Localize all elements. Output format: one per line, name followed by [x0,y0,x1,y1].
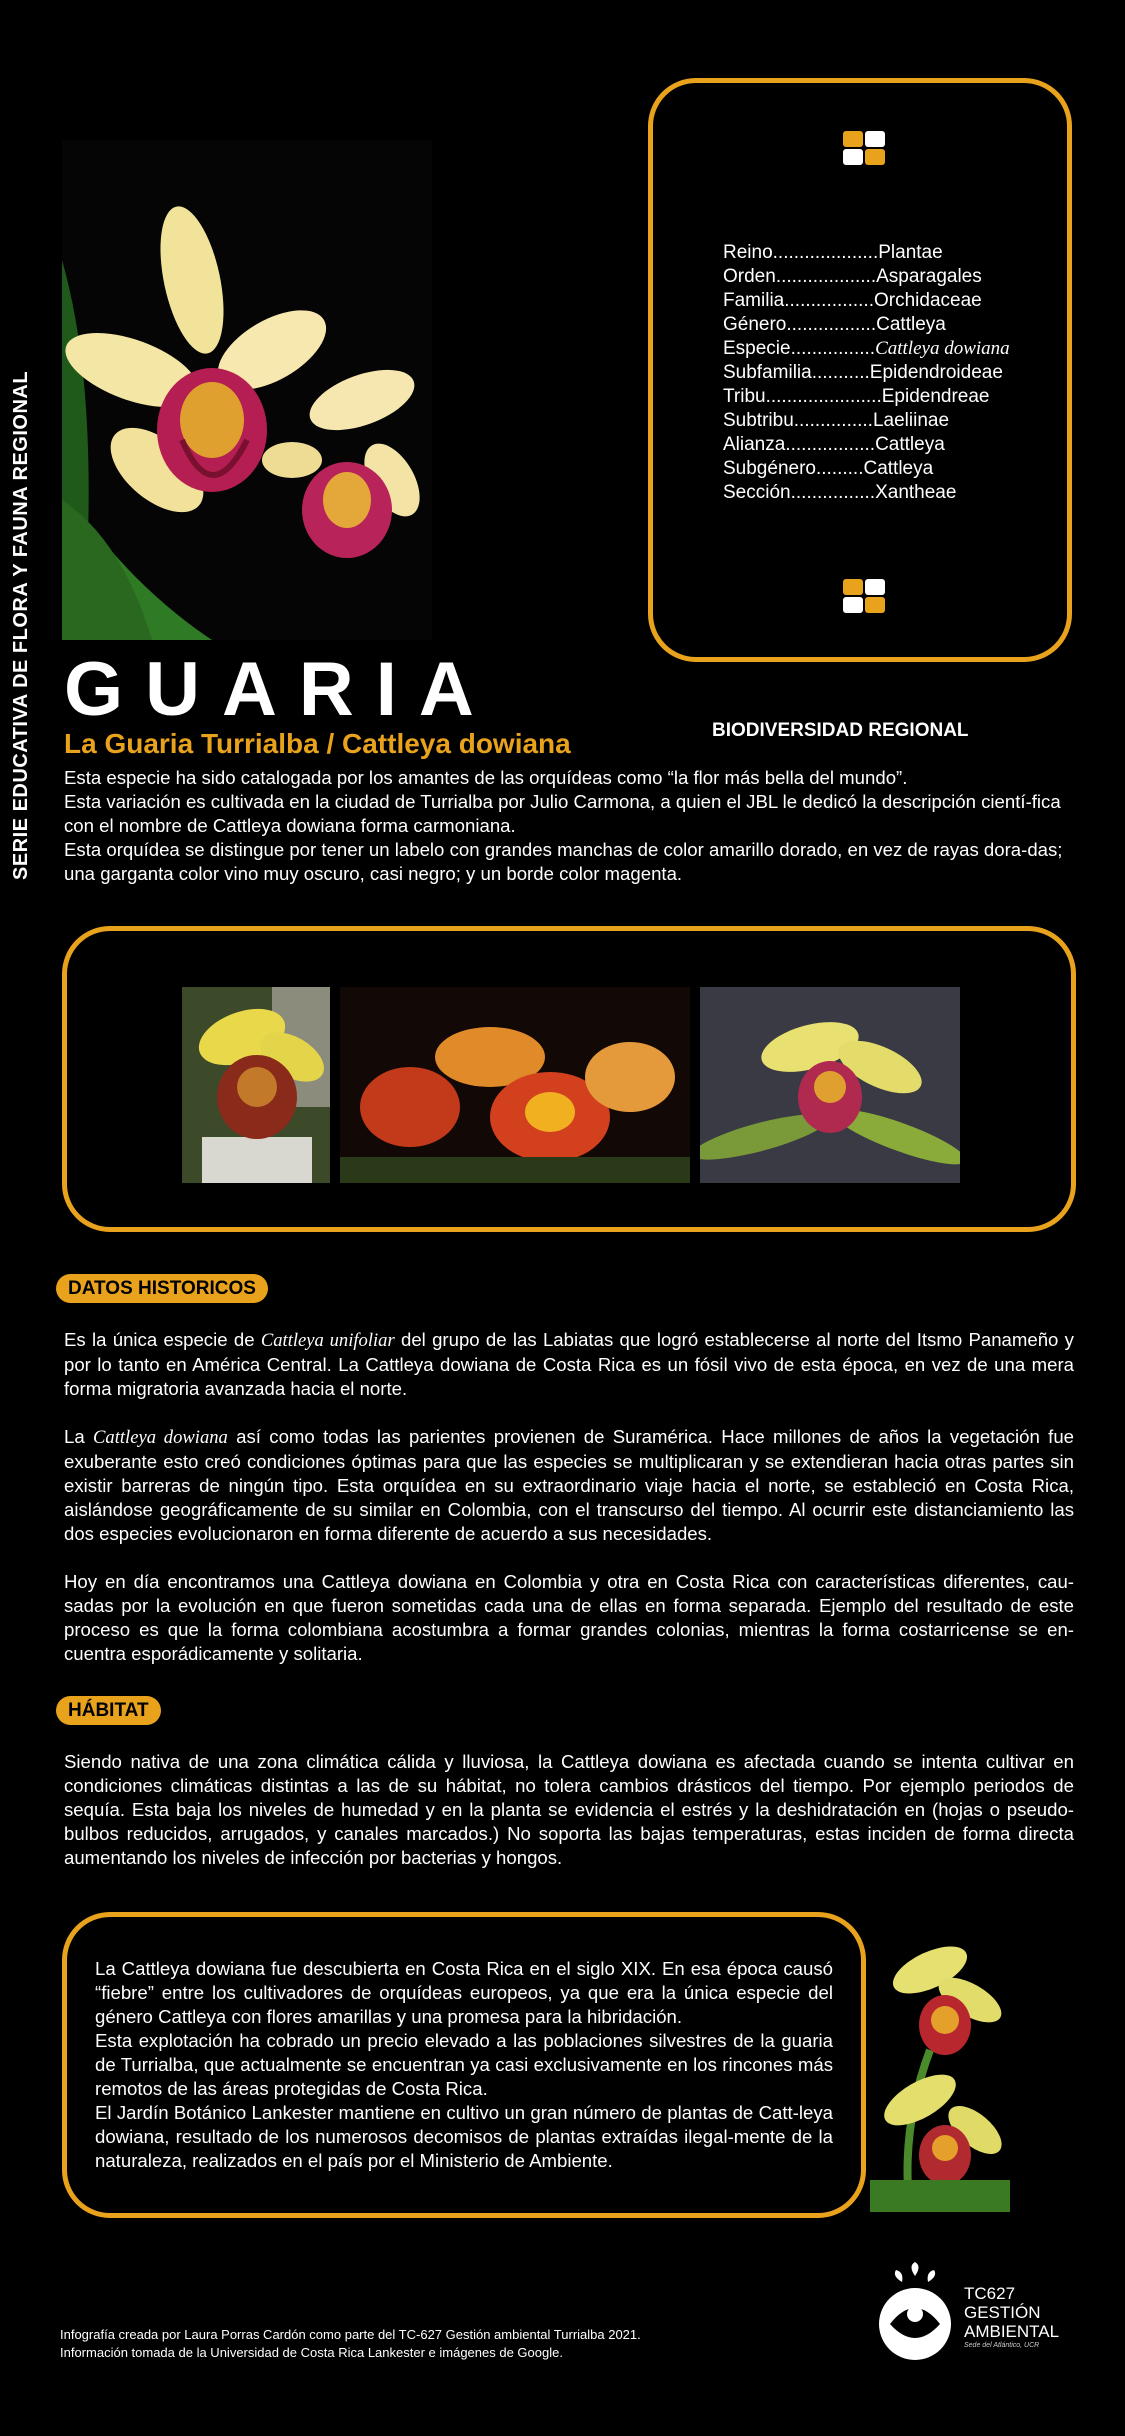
taxonomy-row [723,289,1010,313]
squares-icon-bottom [843,579,887,615]
taxonomy-dots: ......... [815,458,864,479]
taxonomy-dots: ................. [786,314,877,335]
taxonomy-rank: Sección [723,482,791,503]
tc627-logo-icon [870,2262,960,2362]
taxonomy-dots: ................ [790,482,876,503]
historicos-heading-badge [56,1278,268,1300]
taxonomy-row [723,481,1010,505]
taxonomy-value: Orchidaceae [873,290,982,311]
gallery-photo-2 [340,987,690,1183]
discovery-line-1: La Cattleya dowiana fue descubierta en Costa Rica en el siglo XIX. En esa época causó “fiebre” entre los cultivadores de orquídeas europeos, ya que era la única especie del género Cattleya con flores amarillas y una promesa para la hibridación. [95,1958,833,2027]
taxonomy-rank: Subfamilia [723,362,812,383]
discovery-orchid-image [870,1930,1010,2212]
taxonomy-panel [648,78,1072,662]
habitat-paragraph-1: Siendo nativa de una zona climática cálida y lluviosa, la Cattleya dowiana es afectada cuando se intenta cultivar en condiciones climáticas distintas a las de su hábitat, no tolera cambios drásticos del tiempo. Por ejemplo periodos de sequía. Esta baja los niveles de humedad y en la planta se evidencia el estrés y la deshidratación en (hojas o pseudo-bulbos reducidos, arrugados, y canales marcados.) No soporta las bajas temperaturas, estas inciden de forma directa aumentando los niveles de infección por bacterias y hongos. [64,1751,1074,1868]
page-title: GUARIA [64,647,496,732]
historicos-text [64,1328,1074,1690]
taxonomy-row [723,385,1010,409]
taxonomy-rank: Especie [723,338,791,359]
taxonomy-value: Cattleya [876,314,946,335]
habitat-text [64,1750,1074,1894]
taxonomy-row [723,337,1010,361]
taxonomy-rank: Tribu [723,386,766,407]
historicos-paragraph-1 [64,1328,1074,1401]
logo-line-4: Sede del Atlántico, UCR [964,2342,1040,2349]
taxonomy-row [723,361,1010,385]
taxonomy-dots: ........... [811,362,870,383]
taxonomy-row [723,457,1010,481]
logo-line-1: TC627 [964,2284,1016,2303]
gallery-photo-3 [700,987,960,1183]
discovery-panel [62,1912,866,2218]
taxonomy-value: Xantheae [875,482,957,503]
squares-icon-top [843,131,887,167]
side-series-label [10,370,50,920]
logo-line-2: GESTIÓN [964,2303,1041,2322]
taxonomy-value: Epidendreae [881,386,990,407]
intro-line-2: Esta variación es cultivada en la ciudad de Turrialba por Julio Carmona, a quien el JBL le dedicó la descripción cientí-fica con el nombre de Cattleya dowiana forma carmoniana. [64,791,1061,836]
page-subtitle: La Guaria Turrialba / Cattleya dowiana [64,728,571,759]
taxonomy-value: Cattleya dowiana [875,338,1010,359]
taxonomy-rank: Alianza [723,434,786,455]
taxonomy-dots: ...................... [765,386,882,407]
discovery-line-2: Esta explotación ha cobrado un precio elevado a las poblaciones silvestres de la guaria de Turrialba, que actualmente se encuentran ya casi exclusivamente en los rincones más remotos de las áreas protegidas de Costa Rica. [95,2030,833,2099]
taxonomy-dots: .................... [772,242,879,263]
taxonomy-rank: Género [723,314,787,335]
taxonomy-row [723,265,1010,289]
taxonomy-row [723,409,1010,433]
taxonomy-list [723,241,1010,505]
taxonomy-value: Asparagales [876,266,982,287]
historicos-p2-a: La [64,1426,93,1447]
historicos-paragraph-3: Hoy en día encontramos una Cattleya dowiana en Colombia y otra en Costa Rica con características diferentes, cau-sadas por la evolución en que fueron sometidas cada una de ellas en forma separada. Ejemplo del resultado de este proceso es que la forma colombiana acostumbra a formar grandes colonias, mientras la forma costarricense se en-cuentra esporádicamente y solitaria. [64,1571,1074,1664]
taxonomy-value: Laeliinae [872,410,950,431]
historicos-paragraph-2 [64,1425,1074,1546]
historicos-p1-b: del grupo de las Labiatas que logró establecerse al norte del Itsmo Panameño y por lo tanto en América Central. La Cattleya dowiana de Costa Rica es un fósil vivo de esta época, en vez de una mera forma migratoria avanzada hacia el norte. [64,1329,1074,1399]
taxonomy-value: Cattleya [875,434,945,455]
orchid-gallery-panel [62,926,1076,1232]
gallery-photo-1 [182,987,330,1183]
taxonomy-value: Epidendroideae [869,362,1003,383]
footer-credits [60,2326,641,2362]
intro-text [64,766,1074,886]
taxonomy-dots: ................ [790,338,876,359]
taxonomy-value: Plantae [878,242,943,263]
logo-line-3: AMBIENTAL [964,2322,1060,2341]
habitat-heading-badge [56,1700,161,1722]
taxonomy-rank: Subgénero [723,458,816,479]
historicos-p2-italic: Cattleya dowiana [93,1427,228,1448]
taxonomy-rank: Reino [723,242,773,263]
taxonomy-row [723,313,1010,337]
taxonomy-value: Cattleya [863,458,934,479]
taxonomy-row [723,433,1010,457]
intro-line-3: Esta orquídea se distingue por tener un labelo con grandes manchas de color amarillo dorado, en vez de rayas dora-das; una garganta color vino muy oscuro, casi negro; y un borde color magenta. [64,839,1063,884]
hero-orchid-image [62,140,432,640]
footer-line-2: Información tomada de la Universidad de Costa Rica Lankester e imágenes de Google. [60,2345,563,2360]
taxonomy-dots: ................. [784,290,874,311]
biodiversity-label: BIODIVERSIDAD REGIONAL [712,720,969,741]
intro-line-1: Esta especie ha sido catalogada por los amantes de las orquídeas como “la flor más bella del mundo”. [64,767,908,788]
side-series-text: SERIE EDUCATIVA DE FLORA Y FAUNA REGIONAL [10,370,32,880]
taxonomy-rank: Familia [723,290,785,311]
taxonomy-dots: ................. [785,434,876,455]
taxonomy-row [723,241,1010,265]
discovery-line-3: El Jardín Botánico Lankester mantiene en cultivo un gran número de plantas de Catt-leya dowiana, resultado de los numerosos decomisos de plantas extraídas ilegal-mente de la naturaleza, realizados en el país por el Ministerio de Ambiente. [95,2102,833,2171]
tc627-logo-text [964,2284,1059,2350]
historicos-p2-b: así como todas las parientes provienen de Suramérica. Hace millones de años la vegetación fue exuberante esto creó condiciones óptimas para que las especies se multiplicaran y se extendieran hacia otras partes sin existir barreras de ningún tipo. Esta orquídea en su extraordinario viaje hacia el norte, se estableció en Costa Rica, aislándose geográficamente de su similar en Colombia, con el transcurso del tiempo. Al ocurrir este distanciamiento las dos especies evolucionaron en forma diferente de acuerdo a sus necesidades. [64,1426,1075,1544]
footer-line-1: Infografía creada por Laura Porras Cardón como parte del TC-627 Gestión ambiental Turrialba 2021. [60,2327,641,2342]
habitat-heading: HÁBITAT [56,1696,161,1725]
historicos-heading: DATOS HISTORICOS [56,1274,268,1303]
historicos-p1-a: Es la única especie de [64,1329,261,1350]
historicos-p1-italic: Cattleya unifoliar [260,1330,395,1351]
taxonomy-rank: Subtribu [723,410,794,431]
taxonomy-dots: ............... [793,410,873,431]
taxonomy-rank: Orden [723,266,776,287]
taxonomy-dots: ................... [775,266,877,287]
discovery-text [95,1957,833,2173]
